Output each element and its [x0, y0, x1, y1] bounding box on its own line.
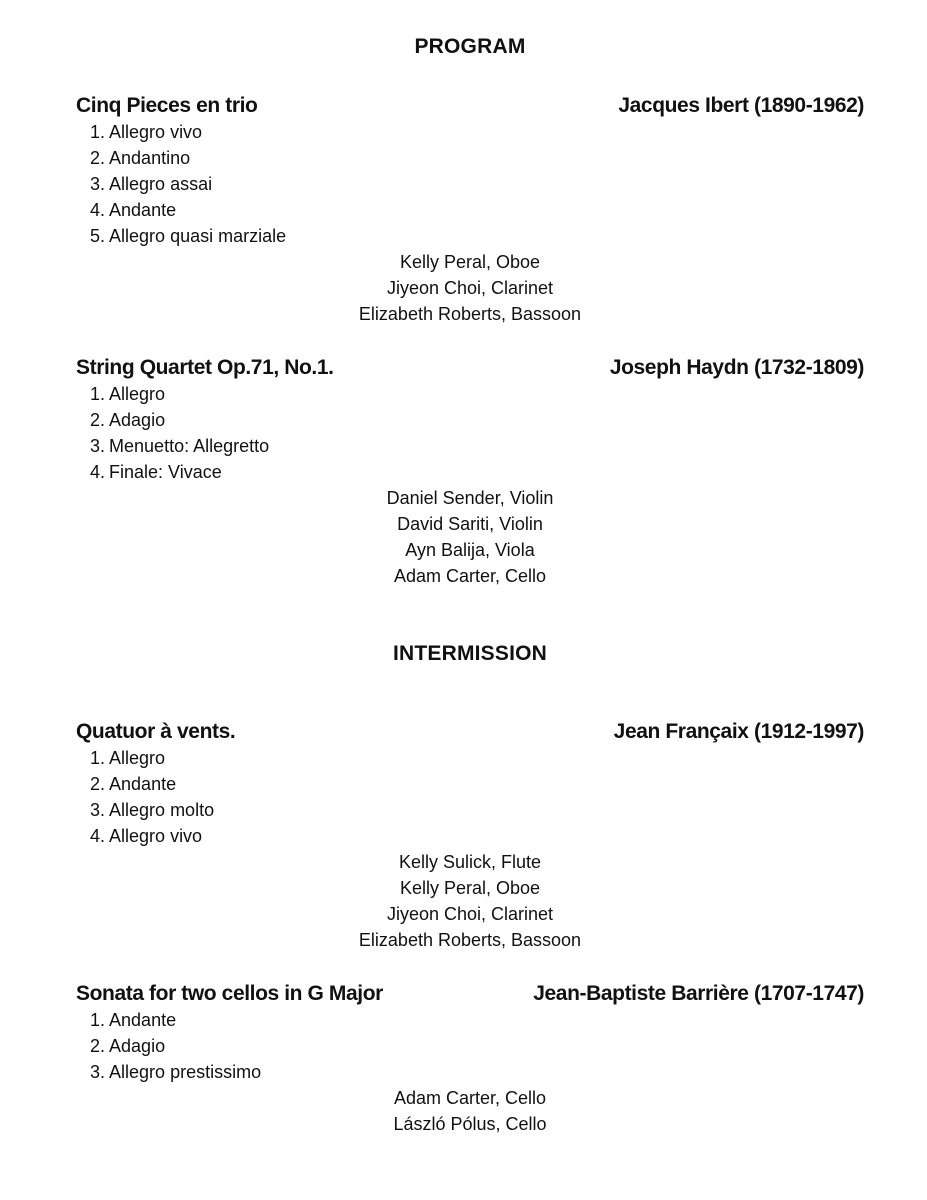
piece-section-1	[76, 93, 864, 327]
piece-title: String Quartet Op.71, No.1.	[76, 356, 334, 379]
performer-line: David Sariti, Violin	[397, 514, 543, 534]
movement-item: Andante	[109, 774, 177, 794]
movement-list	[76, 119, 864, 249]
performer-list	[76, 849, 864, 953]
performer-line: Kelly Sulick, Flute	[398, 852, 542, 872]
movement-item: Allegro molto	[109, 800, 215, 820]
piece-header	[76, 93, 864, 119]
performer-line: Ayn Balija, Viola	[405, 540, 535, 560]
performer-line: Jiyeon Choi, Clarinet	[386, 278, 554, 298]
composer-name: Jacques Ibert (1890-1962)	[618, 94, 864, 117]
performer-line: Kelly Peral, Oboe	[399, 878, 541, 898]
performer-line: Adam Carter, Cello	[393, 1088, 547, 1108]
performer-line: Adam Carter, Cello	[393, 566, 547, 586]
movement-item: Allegro assai	[109, 174, 213, 194]
composer-name: Joseph Haydn (1732-1809)	[609, 356, 864, 379]
composer-name: Jean Françaix (1912-1997)	[613, 720, 864, 743]
movement-item: Andante	[109, 1010, 177, 1030]
performer-line: Elizabeth Roberts, Bassoon	[358, 304, 582, 324]
piece-header	[76, 981, 864, 1007]
movement-list	[76, 381, 864, 485]
page-title: PROGRAM	[414, 35, 526, 58]
movement-item: Finale: Vivace	[109, 462, 222, 482]
composer-name: Jean-Baptiste Barrière (1707-1747)	[533, 982, 864, 1005]
piece-header	[76, 719, 864, 745]
movement-item: Allegro vivo	[109, 122, 203, 142]
piece-section-3	[76, 719, 864, 953]
performer-list	[76, 485, 864, 589]
performer-line: Kelly Peral, Oboe	[399, 252, 541, 272]
performer-line: László Pólus, Cello	[393, 1114, 547, 1134]
movement-item: Adagio	[109, 1036, 166, 1056]
movement-item: Allegro prestissimo	[109, 1062, 262, 1082]
movement-item: Andantino	[109, 148, 191, 168]
movement-item: Allegro	[109, 384, 166, 404]
intermission-label: INTERMISSION	[392, 642, 548, 665]
performer-list	[76, 249, 864, 327]
movement-item: Allegro vivo	[109, 826, 203, 846]
movement-item: Allegro quasi marziale	[109, 226, 287, 246]
piece-title: Quatuor à vents.	[76, 720, 236, 743]
movement-item: Allegro	[109, 748, 166, 768]
piece-section-2	[76, 355, 864, 589]
performer-line: Daniel Sender, Violin	[386, 488, 554, 508]
performer-line: Elizabeth Roberts, Bassoon	[358, 930, 582, 950]
movement-item: Andante	[109, 200, 177, 220]
piece-title: Cinq Pieces en trio	[76, 94, 258, 117]
piece-section-4	[76, 981, 864, 1137]
movement-list	[76, 745, 864, 849]
performer-list	[76, 1085, 864, 1137]
performer-line: Jiyeon Choi, Clarinet	[386, 904, 554, 924]
movement-list	[76, 1007, 864, 1085]
movement-item: Menuetto: Allegretto	[109, 436, 270, 456]
movement-item: Adagio	[109, 410, 166, 430]
piece-header	[76, 355, 864, 381]
piece-title: Sonata for two cellos in G Major	[76, 982, 383, 1005]
